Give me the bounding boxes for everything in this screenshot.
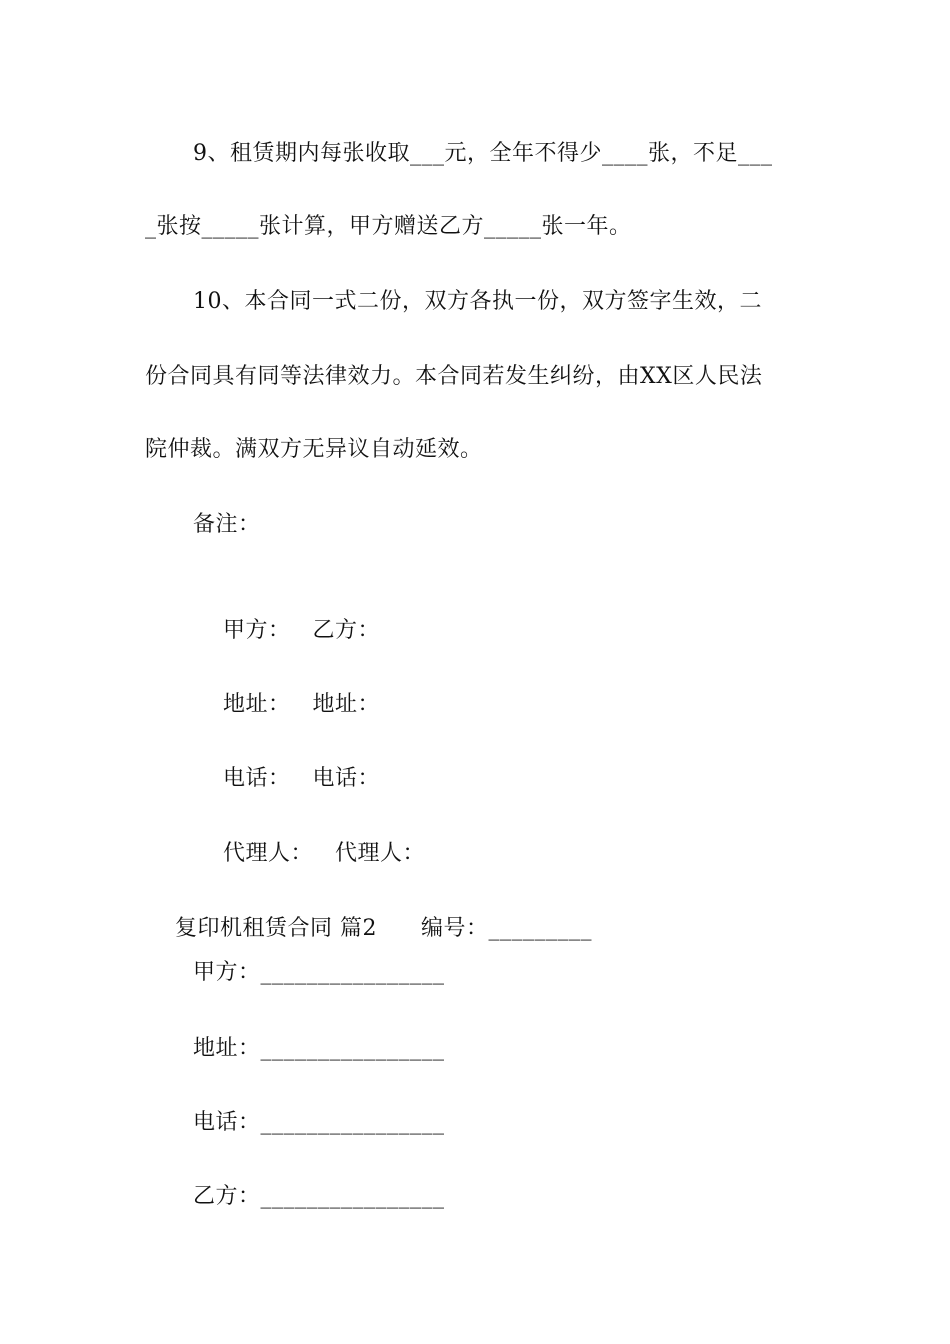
contract-2-phone: 电话：________________ xyxy=(193,1110,445,1135)
agent-b-label: 代理人： xyxy=(335,841,426,866)
contract-2-title: 复印机租赁合同 篇2 xyxy=(174,916,377,941)
party-b-label: 乙方： xyxy=(312,618,381,643)
remarks-label: 备注： xyxy=(193,512,261,537)
clause-9-line-2: _张按_____张计算，甲方赠送乙方_____张一年。 xyxy=(145,214,632,239)
clause-10-line-3: 院仲裁。满双方无异议自动延效。 xyxy=(145,437,483,462)
contract-2-party-a: 甲方：________________ xyxy=(193,960,445,985)
clause-9-line-1: 9、租赁期内每张收取___元，全年不得少____张，不足___ xyxy=(193,141,773,166)
party-a-label: 甲方： xyxy=(222,618,291,643)
agent-a-label: 代理人： xyxy=(222,841,313,866)
address-a-label: 地址： xyxy=(222,692,291,717)
clause-10-line-2: 份合同具有同等法律效力。本合同若发生纠纷，由XX区人民法 xyxy=(145,364,763,389)
clause-10-line-1: 10、本合同一式二份，双方各执一份，双方签字生效，二 xyxy=(193,289,762,314)
address-b-label: 地址： xyxy=(312,692,381,717)
contract-2-party-b: 乙方：________________ xyxy=(193,1184,445,1209)
phone-b-label: 电话： xyxy=(312,766,381,791)
contract-2-address: 地址：________________ xyxy=(193,1036,445,1061)
phone-a-label: 电话： xyxy=(222,766,291,791)
contract-2-number: 编号：_________ xyxy=(420,916,592,941)
